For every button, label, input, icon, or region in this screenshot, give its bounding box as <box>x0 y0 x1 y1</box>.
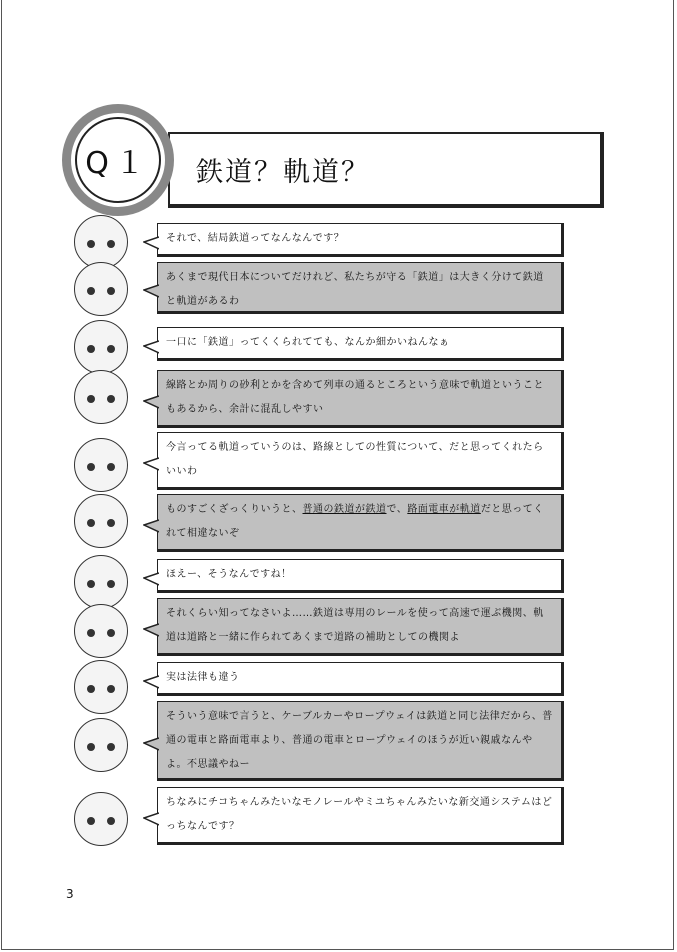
speech-tail-icon <box>143 340 159 354</box>
speech-bubble <box>157 494 564 552</box>
speech-tail-icon <box>143 572 159 586</box>
speech-bubble <box>157 223 564 257</box>
bubble-text: ものすごくざっくりいうと、 <box>166 504 303 515</box>
bubble-text: ちなみにチコちゃんみたいなモノレールやミユちゃんみたいな新交通システムはどっちなんです？ <box>166 797 553 832</box>
underlined-text: 路面電車が軌道 <box>407 504 481 515</box>
question-number: Q１ <box>75 117 161 203</box>
underlined-text: 普通の鉄道が鉄道 <box>302 504 387 515</box>
speech-tail-icon <box>143 737 159 751</box>
speech-tail-icon <box>143 395 159 409</box>
speech-bubble <box>157 662 564 696</box>
speech-bubble <box>157 701 564 781</box>
bubble-text: ほえー、そうなんですね！ <box>166 569 292 580</box>
bubble-text: 実は法律も違う <box>166 672 240 683</box>
speech-bubble <box>157 432 564 490</box>
character-avatar <box>74 320 128 374</box>
speech-bubble <box>157 787 564 845</box>
speech-tail-icon <box>143 623 159 637</box>
character-avatar <box>74 792 128 846</box>
section-title <box>168 132 604 208</box>
bubble-text: そういう意味で言うと、ケーブルカーやロープウェイは鉄道と同じ法律だから、普通の電車と路面電車より、普通の電車とロープウェイのほうが近い親戚なんやよ。不思議やねー <box>166 711 553 770</box>
speech-bubble <box>157 370 564 428</box>
speech-tail-icon <box>143 812 159 826</box>
speech-tail-icon <box>143 519 159 533</box>
section-title-text: 鉄道？軌道？ <box>196 156 370 188</box>
speech-bubble <box>157 598 564 656</box>
character-avatar <box>74 262 128 316</box>
speech-bubble <box>157 559 564 593</box>
character-avatar <box>74 438 128 492</box>
page-number: 3 <box>66 887 74 901</box>
bubble-text: それで、結局鉄道ってなんなんです？ <box>166 233 345 244</box>
question-number-badge <box>62 104 174 216</box>
character-avatar <box>74 604 128 658</box>
bubble-text: 一口に「鉄道」ってくくられてても、なんか細かいねんなぁ <box>166 337 450 348</box>
speech-bubble <box>157 327 564 361</box>
speech-bubble <box>157 262 564 314</box>
speech-tail-icon <box>143 236 159 250</box>
character-avatar <box>74 494 128 548</box>
bubble-text: 今言ってる軌道っていうのは、路線としての性質について、だと思ってくれたらいいわ <box>166 442 544 477</box>
speech-tail-icon <box>143 284 159 298</box>
bubble-text: それくらい知ってなさいよ……鉄道は専用のレールを使って高速で運ぶ機関、軌道は道路と一緒に作られてあくまで道路の補助としての機関よ <box>166 608 544 643</box>
bubble-text: だと思ってくれて相違ないぞ <box>166 504 544 539</box>
character-avatar <box>74 370 128 424</box>
bubble-text: で、 <box>386 504 408 515</box>
bubble-text: 線路とか周りの砂利とかを含めて列車の通るところという意味で軌道ということもあるから、余計に混乱しやすい <box>166 380 544 415</box>
character-avatar <box>74 718 128 772</box>
bubble-text: あくまで現代日本についてだけれど、私たちが守る「鉄道」は大きく分けて鉄道と軌道があるわ <box>166 272 544 307</box>
speech-tail-icon <box>143 675 159 689</box>
character-avatar <box>74 215 128 269</box>
character-avatar <box>74 555 128 609</box>
speech-tail-icon <box>143 457 159 471</box>
character-avatar <box>74 660 128 714</box>
